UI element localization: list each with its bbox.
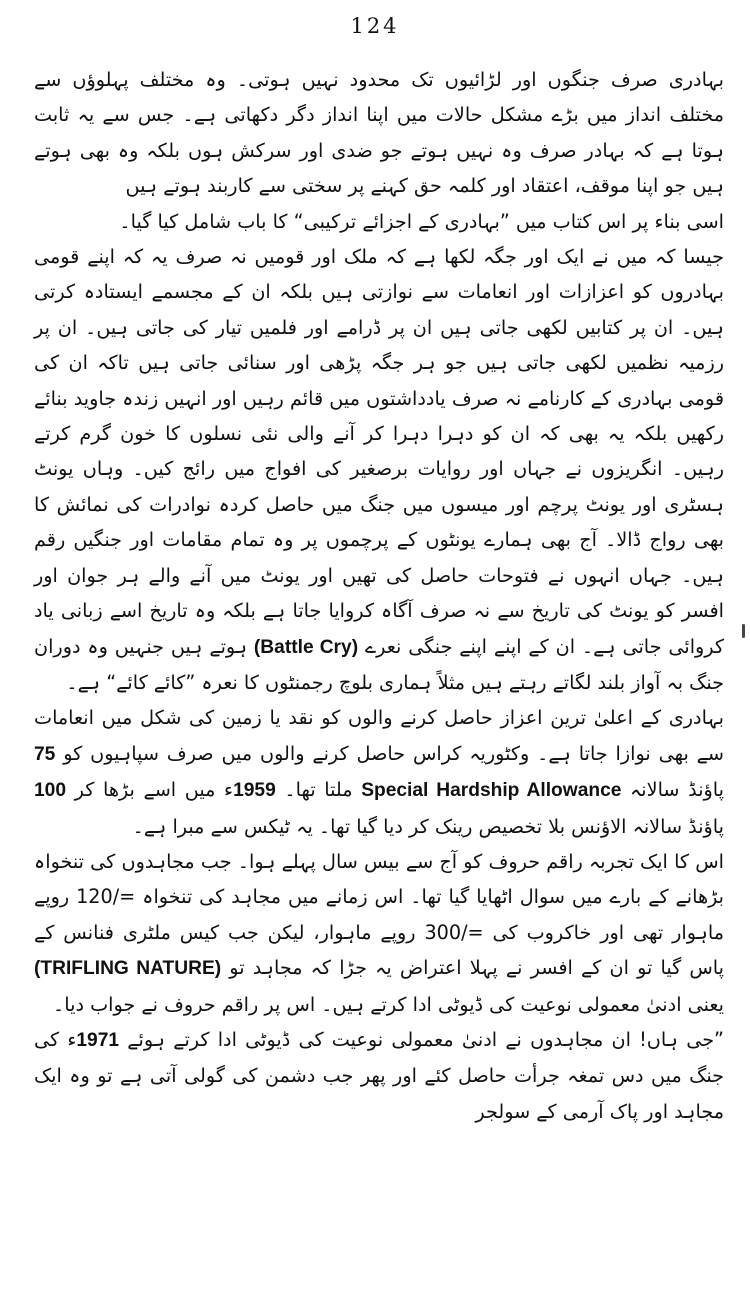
paragraph-p4 <box>34 700 724 844</box>
paragraph-p5 <box>34 844 724 1022</box>
text-run: بہادری کے اعلیٰ ترین اعزاز حاصل کرنے والوں کو نقد یا زمین کی شکل میں انعامات سے بھی نوازا جاتا ہے۔ وکٹوریہ کراس حاصل کرنے والوں میں صرف سپاہیوں کو <box>34 706 724 765</box>
text-run: یعنی ادنیٰ معمولی نوعیت کی ڈیوٹی ادا کرتے ہیں۔ اس پر راقم حروف نے جواب دیا۔ <box>53 992 724 1016</box>
text-run: بہادری صرف جنگوں اور لڑائیوں تک محدود نہیں ہوتی۔ وہ مختلف پہلوؤں سے مختلف انداز میں بڑے مشکل حالات میں اپنا انداز دگر دکھاتی ہے۔ جس سے یہ ثابت ہوتا ہے کہ بہادر صرف وہ نہیں ہوتے جو ضدی اور سرکش ہوں بلکہ وہ بھی ہوتے ہیں جو اپنا موقف، اعتقاد اور کلمہ حق کہنے پر سختی سے کاربند ہوتے ہیں <box>34 68 724 198</box>
paragraph-p2 <box>34 204 724 239</box>
latin-term: (Battle Cry) <box>253 636 359 658</box>
text-run: جیسا کہ میں نے ایک اور جگہ لکھا ہے کہ ملک اور قومیں نہ صرف یہ کہ اپنے قومی بہادروں کو اعزازات اور انعامات سے نوازتی ہیں بلکہ ان کے مجسمے ایستادہ کرتی ہیں۔ ان پر کتابیں لکھی جاتی ہیں ان پر ڈرامے اور فلمیں تیار کی جاتی ہیں۔ ان پر رزمیہ نظمیں لکھی جاتی ہیں جو ہر جگہ پڑھی اور سنائی جاتی ہیں تاکہ ان کی قومی بہادری کے کارنامے نہ صرف یادداشتوں میں قائم رہیں اور انہیں زندہ جاوید بنائے رکھیں بلکہ یہ بھی کہ ان کو دہرا دہرا کر آنے والی نئی نسلوں کا خون گرم کرتے رہیں۔ انگریزوں نے جہاں اور روایات برصغیر کی افواج میں رائج کیں۔ وہاں یونٹ ہسٹری اور یونٹ پرچم اور میسوں میں جنگ میں حاصل کردہ نوادرات کی نمائش کا بھی رواج ڈالا۔ آج بھی ہمارے یونٹوں کے پرچموں پر وہ تمام مقامات اور جنگیں رقم ہیں۔ جہاں انہوں نے فتوحات حاصل کی تھیں اور یونٹ میں آنے والے ہر جوان اور افسر کو یونٹ کی تاریخ سے نہ صرف آگاہ کروایا جاتا ہے بلکہ وہ تاریخ اسے زبانی یاد کروائی جاتی ہے۔ ان کے اپنے اپنے جنگی نعرے <box>34 245 725 658</box>
latin-term: 75 <box>34 743 56 765</box>
text-run: پاؤنڈ سالانہ <box>621 778 724 802</box>
text-run: پاؤنڈ سالانہ الاؤنس بلا تخصیص رینک کر دیا گیا تھا۔ یہ ٹیکس سے مبرا ہے۔ <box>132 814 724 838</box>
text-run: ہوتے ہیں جنہیں وہ دوران جنگ بہ آواز بلند لگاتے رہتے ہیں مثلاً ہماری بلوچ رجمنٹوں کا نعرہ ”کائے کائے“ ہے۔ <box>34 634 724 694</box>
paragraph-p1 <box>34 62 724 204</box>
text-run: ء میں اسے بڑھا کر <box>66 778 234 802</box>
text-run: ء کی جنگ میں دس تمغہ جرأت حاصل کئے اور پھر جب دشمن کی گولی آتی ہے تو وہ ایک مجاہد اور پاک آرمی کے سولجر <box>34 1027 724 1123</box>
paragraph-p6 <box>34 1022 724 1129</box>
text-run: اسی بناء پر اس کتاب میں ”بہادری کے اجزائے ترکیبی“ کا باب شامل کیا گیا۔ <box>119 209 724 233</box>
latin-term: Special Hardship Allowance <box>361 780 622 802</box>
latin-term: 1959 <box>233 780 276 802</box>
latin-term: (TRIFLING NATURE) <box>34 958 222 980</box>
latin-term: 100 <box>34 780 67 802</box>
margin-mark <box>742 624 745 638</box>
text-run: اس کا ایک تجربہ راقم حروف کو آج سے بیس سال پہلے ہوا۔ جب مجاہدوں کی تنخواہ بڑھانے کے بارے میں سوال اٹھایا گیا تھا۔ اس زمانے میں مجاہد کی تنخواہ =/120 روپے ماہوار تھی اور خاکروب کی =/300 روپے ماہوار، لیکن جب کیس ملٹری فنانس کے پاس گیا تو ان کے افسر نے پہلا اعتراض یہ جڑا کہ مجاہد تو <box>34 849 725 980</box>
latin-term: 1971 <box>76 1029 120 1051</box>
page-number: 124 <box>350 14 400 38</box>
text-run: ملتا تھا۔ <box>275 778 362 802</box>
text-run: ”جی ہاں! ان مجاہدوں نے ادنیٰ معمولی نوعیت کی ڈیوٹی ادا کرتے ہوئے <box>119 1027 724 1051</box>
paragraph-p3 <box>34 239 724 700</box>
body-text <box>34 62 724 1129</box>
